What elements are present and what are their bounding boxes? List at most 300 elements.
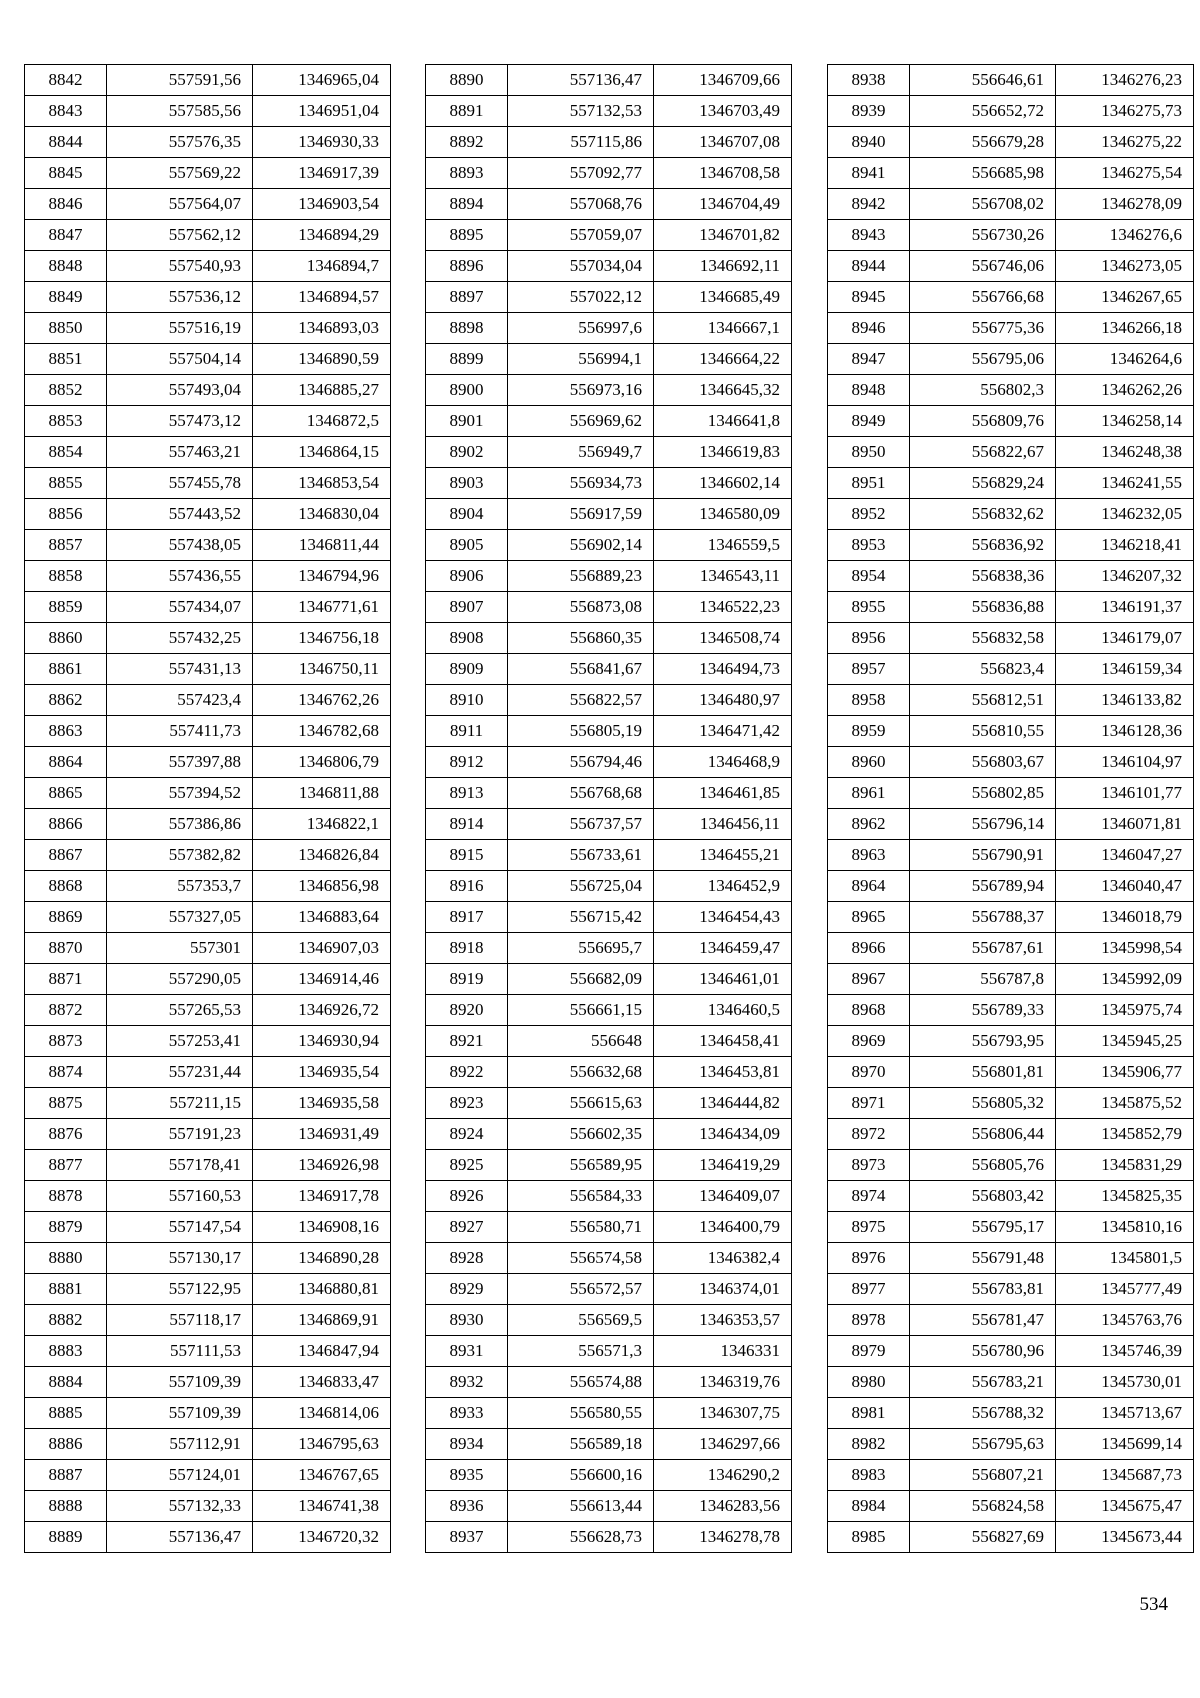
table-row: [426, 871, 792, 902]
point-number-cell: 8968: [828, 995, 910, 1026]
point-number-cell: 8952: [828, 499, 910, 530]
x-coordinate-cell: 557112,91: [107, 1429, 253, 1460]
point-number-cell: 8878: [25, 1181, 107, 1212]
point-number-cell: 8969: [828, 1026, 910, 1057]
point-number-cell: 8853: [25, 406, 107, 437]
x-coordinate-cell: 557211,15: [107, 1088, 253, 1119]
point-number-cell: 8934: [426, 1429, 508, 1460]
point-number-cell: 8936: [426, 1491, 508, 1522]
y-coordinate-cell: 1346273,05: [1056, 251, 1194, 282]
point-number-cell: 8954: [828, 561, 910, 592]
y-coordinate-cell: 1346232,05: [1056, 499, 1194, 530]
x-coordinate-cell: 556805,19: [508, 716, 654, 747]
y-coordinate-cell: 1346822,1: [253, 809, 391, 840]
table-row: [828, 158, 1194, 189]
table-row: [426, 933, 792, 964]
table-row: [426, 127, 792, 158]
point-number-cell: 8900: [426, 375, 508, 406]
y-coordinate-cell: 1346400,79: [654, 1212, 792, 1243]
y-coordinate-cell: 1346864,15: [253, 437, 391, 468]
point-number-cell: 8953: [828, 530, 910, 561]
point-number-cell: 8935: [426, 1460, 508, 1491]
x-coordinate-cell: 556766,68: [910, 282, 1056, 313]
point-number-cell: 8882: [25, 1305, 107, 1336]
point-number-cell: 8898: [426, 313, 508, 344]
y-coordinate-cell: 1346508,74: [654, 623, 792, 654]
y-coordinate-cell: 1346602,14: [654, 468, 792, 499]
y-coordinate-cell: 1346458,41: [654, 1026, 792, 1057]
y-coordinate-cell: 1345763,76: [1056, 1305, 1194, 1336]
point-number-cell: 8978: [828, 1305, 910, 1336]
table-row: [426, 1181, 792, 1212]
x-coordinate-cell: 556805,76: [910, 1150, 1056, 1181]
point-number-cell: 8867: [25, 840, 107, 871]
point-number-cell: 8894: [426, 189, 508, 220]
y-coordinate-cell: 1346806,79: [253, 747, 391, 778]
x-coordinate-cell: 556574,58: [508, 1243, 654, 1274]
table-row: [828, 809, 1194, 840]
x-coordinate-cell: 556715,42: [508, 902, 654, 933]
point-number-cell: 8964: [828, 871, 910, 902]
y-coordinate-cell: 1346452,9: [654, 871, 792, 902]
x-coordinate-cell: 557569,22: [107, 158, 253, 189]
y-coordinate-cell: 1346278,09: [1056, 189, 1194, 220]
x-coordinate-cell: 557132,33: [107, 1491, 253, 1522]
y-coordinate-cell: 1345998,54: [1056, 933, 1194, 964]
point-number-cell: 8961: [828, 778, 910, 809]
table-row: [25, 375, 391, 406]
point-number-cell: 8865: [25, 778, 107, 809]
y-coordinate-cell: 1345852,79: [1056, 1119, 1194, 1150]
point-number-cell: 8874: [25, 1057, 107, 1088]
point-number-cell: 8909: [426, 654, 508, 685]
x-coordinate-cell: 557253,41: [107, 1026, 253, 1057]
y-coordinate-cell: 1346018,79: [1056, 902, 1194, 933]
table-row: [426, 1274, 792, 1305]
table-row: [828, 685, 1194, 716]
table-row: [25, 995, 391, 1026]
table-row: [426, 1491, 792, 1522]
y-coordinate-cell: 1346456,11: [654, 809, 792, 840]
y-coordinate-cell: 1345713,67: [1056, 1398, 1194, 1429]
table-row: [426, 251, 792, 282]
y-coordinate-cell: 1346756,18: [253, 623, 391, 654]
x-coordinate-cell: 556780,96: [910, 1336, 1056, 1367]
table-row: [426, 282, 792, 313]
y-coordinate-cell: 1346750,11: [253, 654, 391, 685]
table-row: [828, 1119, 1194, 1150]
y-coordinate-cell: 1346771,61: [253, 592, 391, 623]
x-coordinate-cell: 557130,17: [107, 1243, 253, 1274]
y-coordinate-cell: 1346480,97: [654, 685, 792, 716]
x-coordinate-cell: 556803,42: [910, 1181, 1056, 1212]
table-row: [828, 871, 1194, 902]
y-coordinate-cell: 1346459,47: [654, 933, 792, 964]
y-coordinate-cell: 1346276,23: [1056, 65, 1194, 96]
point-number-cell: 8977: [828, 1274, 910, 1305]
table-row: [25, 468, 391, 499]
table-row: [828, 1150, 1194, 1181]
point-number-cell: 8871: [25, 964, 107, 995]
table-row: [25, 809, 391, 840]
table-row: [426, 1057, 792, 1088]
y-coordinate-cell: 1346917,39: [253, 158, 391, 189]
point-number-cell: 8888: [25, 1491, 107, 1522]
point-number-cell: 8941: [828, 158, 910, 189]
x-coordinate-cell: 556807,21: [910, 1460, 1056, 1491]
x-coordinate-cell: 556822,57: [508, 685, 654, 716]
point-number-cell: 8919: [426, 964, 508, 995]
point-number-cell: 8981: [828, 1398, 910, 1429]
y-coordinate-cell: 1346767,65: [253, 1460, 391, 1491]
x-coordinate-cell: 557564,07: [107, 189, 253, 220]
point-number-cell: 8852: [25, 375, 107, 406]
point-number-cell: 8858: [25, 561, 107, 592]
y-coordinate-cell: 1346159,34: [1056, 654, 1194, 685]
table-row: [426, 1119, 792, 1150]
y-coordinate-cell: 1346040,47: [1056, 871, 1194, 902]
point-number-cell: 8850: [25, 313, 107, 344]
table-row: [828, 933, 1194, 964]
y-coordinate-cell: 1346619,83: [654, 437, 792, 468]
y-coordinate-cell: 1346703,49: [654, 96, 792, 127]
x-coordinate-cell: 557493,04: [107, 375, 253, 406]
point-number-cell: 8892: [426, 127, 508, 158]
x-coordinate-cell: 557301: [107, 933, 253, 964]
point-number-cell: 8979: [828, 1336, 910, 1367]
x-coordinate-cell: 556827,69: [910, 1522, 1056, 1553]
x-coordinate-cell: 557136,47: [107, 1522, 253, 1553]
point-number-cell: 8938: [828, 65, 910, 96]
x-coordinate-cell: 556805,32: [910, 1088, 1056, 1119]
y-coordinate-cell: 1346543,11: [654, 561, 792, 592]
x-coordinate-cell: 556793,95: [910, 1026, 1056, 1057]
table-row: [25, 561, 391, 592]
y-coordinate-cell: 1345675,47: [1056, 1491, 1194, 1522]
y-coordinate-cell: 1346883,64: [253, 902, 391, 933]
table-row: [828, 530, 1194, 561]
y-coordinate-cell: 1346471,42: [654, 716, 792, 747]
x-coordinate-cell: 556589,95: [508, 1150, 654, 1181]
x-coordinate-cell: 556917,59: [508, 499, 654, 530]
table-row: [426, 1026, 792, 1057]
point-number-cell: 8911: [426, 716, 508, 747]
x-coordinate-cell: 556789,33: [910, 995, 1056, 1026]
x-coordinate-cell: 556775,36: [910, 313, 1056, 344]
y-coordinate-cell: 1346894,7: [253, 251, 391, 282]
x-coordinate-cell: 556789,94: [910, 871, 1056, 902]
x-coordinate-cell: 556615,63: [508, 1088, 654, 1119]
point-number-cell: 8973: [828, 1150, 910, 1181]
point-number-cell: 8887: [25, 1460, 107, 1491]
y-coordinate-cell: 1346104,97: [1056, 747, 1194, 778]
table-row: [828, 1181, 1194, 1212]
x-coordinate-cell: 557591,56: [107, 65, 253, 96]
point-number-cell: 8916: [426, 871, 508, 902]
point-number-cell: 8866: [25, 809, 107, 840]
point-number-cell: 8904: [426, 499, 508, 530]
point-number-cell: 8974: [828, 1181, 910, 1212]
point-number-cell: 8857: [25, 530, 107, 561]
y-coordinate-cell: 1346128,36: [1056, 716, 1194, 747]
y-coordinate-cell: 1346720,32: [253, 1522, 391, 1553]
table-row: [828, 747, 1194, 778]
table-row: [828, 1057, 1194, 1088]
y-coordinate-cell: 1346047,27: [1056, 840, 1194, 871]
y-coordinate-cell: 1346931,49: [253, 1119, 391, 1150]
x-coordinate-cell: 556580,55: [508, 1398, 654, 1429]
point-number-cell: 8925: [426, 1150, 508, 1181]
y-coordinate-cell: 1346856,98: [253, 871, 391, 902]
point-number-cell: 8905: [426, 530, 508, 561]
x-coordinate-cell: 557386,86: [107, 809, 253, 840]
table-row: [25, 189, 391, 220]
x-coordinate-cell: 556572,57: [508, 1274, 654, 1305]
x-coordinate-cell: 557423,4: [107, 685, 253, 716]
x-coordinate-cell: 556824,58: [910, 1491, 1056, 1522]
point-number-cell: 8920: [426, 995, 508, 1026]
table-row: [25, 282, 391, 313]
table-row: [426, 716, 792, 747]
x-coordinate-cell: 556791,48: [910, 1243, 1056, 1274]
x-coordinate-cell: 556795,06: [910, 344, 1056, 375]
table-row: [828, 1274, 1194, 1305]
table-row: [828, 1336, 1194, 1367]
coordinates-table-3: [827, 64, 1194, 1553]
y-coordinate-cell: 1345777,49: [1056, 1274, 1194, 1305]
y-coordinate-cell: 1346559,5: [654, 530, 792, 561]
x-coordinate-cell: 556571,3: [508, 1336, 654, 1367]
y-coordinate-cell: 1346709,66: [654, 65, 792, 96]
y-coordinate-cell: 1346847,94: [253, 1336, 391, 1367]
y-coordinate-cell: 1345975,74: [1056, 995, 1194, 1026]
point-number-cell: 8875: [25, 1088, 107, 1119]
table-row: [426, 561, 792, 592]
table-row: [426, 840, 792, 871]
table-row: [25, 1398, 391, 1429]
y-coordinate-cell: 1346903,54: [253, 189, 391, 220]
x-coordinate-cell: 556836,88: [910, 592, 1056, 623]
y-coordinate-cell: 1346494,73: [654, 654, 792, 685]
x-coordinate-cell: 556679,28: [910, 127, 1056, 158]
table-row: [25, 1212, 391, 1243]
x-coordinate-cell: 557265,53: [107, 995, 253, 1026]
x-coordinate-cell: 557231,44: [107, 1057, 253, 1088]
point-number-cell: 8976: [828, 1243, 910, 1274]
point-number-cell: 8869: [25, 902, 107, 933]
y-coordinate-cell: 1346461,01: [654, 964, 792, 995]
y-coordinate-cell: 1346811,44: [253, 530, 391, 561]
y-coordinate-cell: 1346762,26: [253, 685, 391, 716]
x-coordinate-cell: 556580,71: [508, 1212, 654, 1243]
point-number-cell: 8849: [25, 282, 107, 313]
x-coordinate-cell: 556902,14: [508, 530, 654, 561]
y-coordinate-cell: 1346179,07: [1056, 623, 1194, 654]
point-number-cell: 8942: [828, 189, 910, 220]
table-row: [828, 282, 1194, 313]
y-coordinate-cell: 1346283,56: [654, 1491, 792, 1522]
table-row: [828, 1429, 1194, 1460]
table-row: [828, 1212, 1194, 1243]
y-coordinate-cell: 1346701,82: [654, 220, 792, 251]
x-coordinate-cell: 556725,04: [508, 871, 654, 902]
y-coordinate-cell: 1346890,59: [253, 344, 391, 375]
x-coordinate-cell: 556806,44: [910, 1119, 1056, 1150]
table-row: [828, 344, 1194, 375]
point-number-cell: 8967: [828, 964, 910, 995]
table-row: [828, 375, 1194, 406]
x-coordinate-cell: 556822,67: [910, 437, 1056, 468]
x-coordinate-cell: 556788,37: [910, 902, 1056, 933]
table-row: [828, 654, 1194, 685]
table-row: [25, 1026, 391, 1057]
point-number-cell: 8890: [426, 65, 508, 96]
point-number-cell: 8983: [828, 1460, 910, 1491]
point-number-cell: 8949: [828, 406, 910, 437]
point-number-cell: 8848: [25, 251, 107, 282]
x-coordinate-cell: 557455,78: [107, 468, 253, 499]
y-coordinate-cell: 1346275,54: [1056, 158, 1194, 189]
point-number-cell: 8884: [25, 1367, 107, 1398]
point-number-cell: 8851: [25, 344, 107, 375]
x-coordinate-cell: 556708,02: [910, 189, 1056, 220]
y-coordinate-cell: 1346319,76: [654, 1367, 792, 1398]
point-number-cell: 8912: [426, 747, 508, 778]
point-number-cell: 8891: [426, 96, 508, 127]
x-coordinate-cell: 556569,5: [508, 1305, 654, 1336]
table-row: [426, 1398, 792, 1429]
point-number-cell: 8845: [25, 158, 107, 189]
table-row: [25, 1150, 391, 1181]
point-number-cell: 8950: [828, 437, 910, 468]
table-row: [828, 840, 1194, 871]
y-coordinate-cell: 1346382,4: [654, 1243, 792, 1274]
point-number-cell: 8939: [828, 96, 910, 127]
x-coordinate-cell: 557432,25: [107, 623, 253, 654]
y-coordinate-cell: 1346133,82: [1056, 685, 1194, 716]
table-row: [828, 1243, 1194, 1274]
y-coordinate-cell: 1346811,88: [253, 778, 391, 809]
x-coordinate-cell: 556632,68: [508, 1057, 654, 1088]
table-row: [828, 778, 1194, 809]
point-number-cell: 8971: [828, 1088, 910, 1119]
y-coordinate-cell: 1346248,38: [1056, 437, 1194, 468]
table-row: [25, 406, 391, 437]
point-number-cell: 8980: [828, 1367, 910, 1398]
y-coordinate-cell: 1346885,27: [253, 375, 391, 406]
y-coordinate-cell: 1346264,6: [1056, 344, 1194, 375]
y-coordinate-cell: 1346833,47: [253, 1367, 391, 1398]
y-coordinate-cell: 1346894,29: [253, 220, 391, 251]
table-row: [426, 406, 792, 437]
x-coordinate-cell: 556832,62: [910, 499, 1056, 530]
table-row: [426, 809, 792, 840]
x-coordinate-cell: 556803,67: [910, 747, 1056, 778]
x-coordinate-cell: 556860,35: [508, 623, 654, 654]
point-number-cell: 8955: [828, 592, 910, 623]
table-row: [426, 685, 792, 716]
table-row: [828, 716, 1194, 747]
x-coordinate-cell: 556973,16: [508, 375, 654, 406]
y-coordinate-cell: 1345746,39: [1056, 1336, 1194, 1367]
y-coordinate-cell: 1346951,04: [253, 96, 391, 127]
point-number-cell: 8917: [426, 902, 508, 933]
x-coordinate-cell: 556809,76: [910, 406, 1056, 437]
point-number-cell: 8915: [426, 840, 508, 871]
x-coordinate-cell: 556613,44: [508, 1491, 654, 1522]
y-coordinate-cell: 1346926,72: [253, 995, 391, 1026]
x-coordinate-cell: 556783,81: [910, 1274, 1056, 1305]
x-coordinate-cell: 557111,53: [107, 1336, 253, 1367]
table-row: [25, 685, 391, 716]
table-row: [426, 468, 792, 499]
x-coordinate-cell: 557147,54: [107, 1212, 253, 1243]
x-coordinate-cell: 557160,53: [107, 1181, 253, 1212]
point-number-cell: 8870: [25, 933, 107, 964]
y-coordinate-cell: 1346795,63: [253, 1429, 391, 1460]
x-coordinate-cell: 556836,92: [910, 530, 1056, 561]
y-coordinate-cell: 1345673,44: [1056, 1522, 1194, 1553]
x-coordinate-cell: 557536,12: [107, 282, 253, 313]
x-coordinate-cell: 557540,93: [107, 251, 253, 282]
x-coordinate-cell: 557504,14: [107, 344, 253, 375]
table-row: [426, 902, 792, 933]
point-number-cell: 8944: [828, 251, 910, 282]
table-row: [25, 499, 391, 530]
point-number-cell: 8927: [426, 1212, 508, 1243]
point-number-cell: 8957: [828, 654, 910, 685]
table-row: [426, 530, 792, 561]
x-coordinate-cell: 556648: [508, 1026, 654, 1057]
table-row: [426, 344, 792, 375]
x-coordinate-cell: 557115,86: [508, 127, 654, 158]
y-coordinate-cell: 1345945,25: [1056, 1026, 1194, 1057]
x-coordinate-cell: 557118,17: [107, 1305, 253, 1336]
x-coordinate-cell: 556768,68: [508, 778, 654, 809]
y-coordinate-cell: 1346893,03: [253, 313, 391, 344]
point-number-cell: 8933: [426, 1398, 508, 1429]
point-number-cell: 8877: [25, 1150, 107, 1181]
point-number-cell: 8956: [828, 623, 910, 654]
table-row: [828, 1026, 1194, 1057]
y-coordinate-cell: 1346667,1: [654, 313, 792, 344]
y-coordinate-cell: 1345801,5: [1056, 1243, 1194, 1274]
y-coordinate-cell: 1346907,03: [253, 933, 391, 964]
point-number-cell: 8885: [25, 1398, 107, 1429]
table-row: [25, 1491, 391, 1522]
table-row: [828, 127, 1194, 158]
y-coordinate-cell: 1346708,58: [654, 158, 792, 189]
y-coordinate-cell: 1346917,78: [253, 1181, 391, 1212]
y-coordinate-cell: 1346704,49: [654, 189, 792, 220]
table-row: [828, 1305, 1194, 1336]
point-number-cell: 8846: [25, 189, 107, 220]
table-row: [25, 592, 391, 623]
x-coordinate-cell: 556781,47: [910, 1305, 1056, 1336]
x-coordinate-cell: 556997,6: [508, 313, 654, 344]
y-coordinate-cell: 1346707,08: [654, 127, 792, 158]
x-coordinate-cell: 556841,67: [508, 654, 654, 685]
y-coordinate-cell: 1346794,96: [253, 561, 391, 592]
y-coordinate-cell: 1346241,55: [1056, 468, 1194, 499]
y-coordinate-cell: 1346276,6: [1056, 220, 1194, 251]
point-number-cell: 8879: [25, 1212, 107, 1243]
table-row: [25, 778, 391, 809]
table-row: [25, 96, 391, 127]
x-coordinate-cell: 556873,08: [508, 592, 654, 623]
x-coordinate-cell: 556584,33: [508, 1181, 654, 1212]
table-row: [828, 561, 1194, 592]
